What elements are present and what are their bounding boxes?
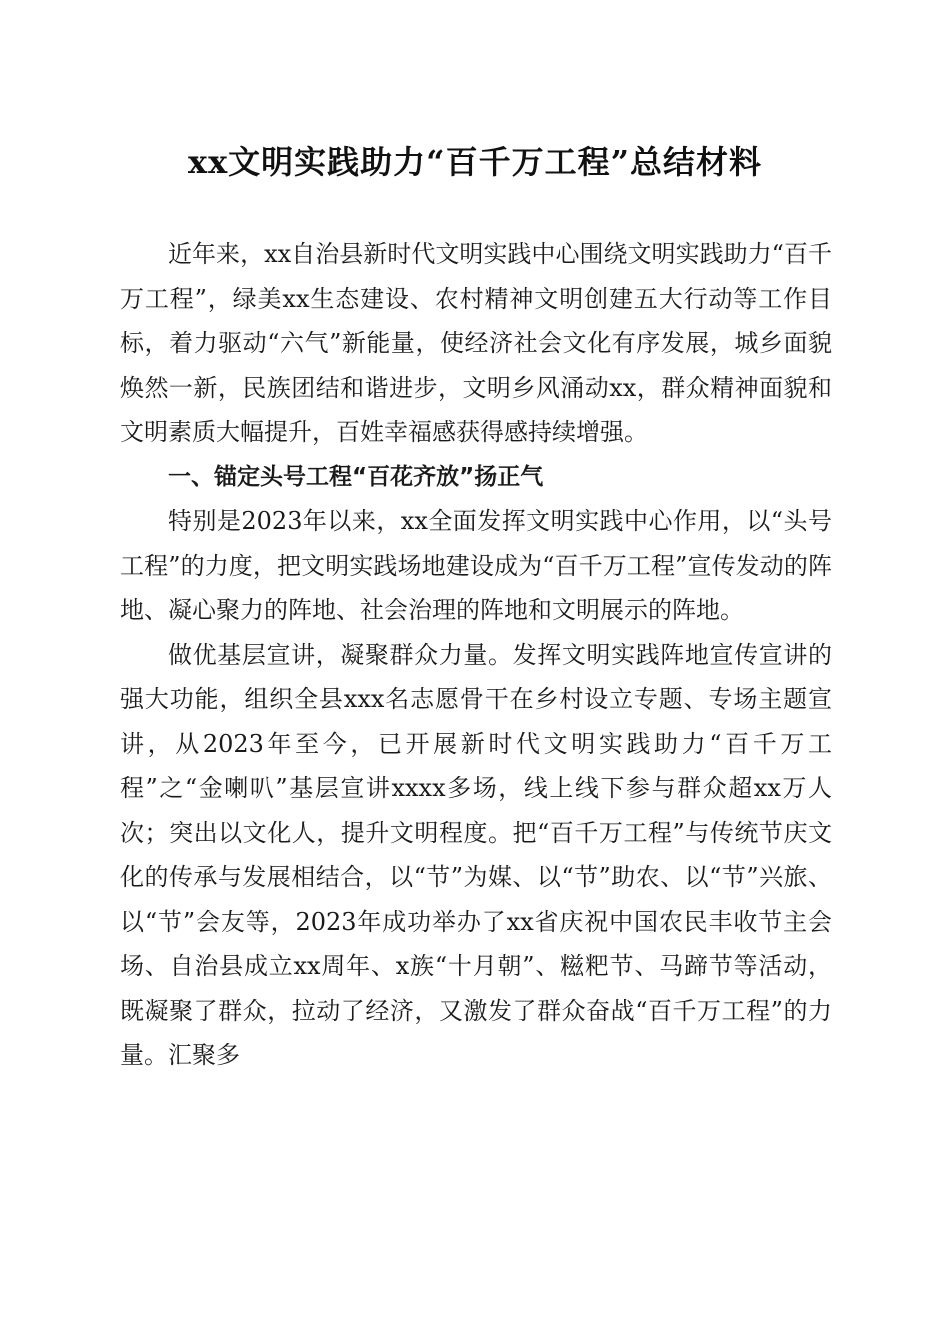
document-title: xx文明实践助力“百千万工程”总结材料 <box>188 143 762 181</box>
section-heading-1: 一、锚定头号工程“百花齐放”扬正气 <box>168 463 544 490</box>
paragraph-intro: 近年来，xx自治县新时代文明实践中心围绕文明实践助力“百千万工程”，绿美xx生态建设、农村精神文明创建五大行动等工作目标，着力驱动“六气”新能量，使经济社会文化有序发展，城乡面貌焕然一新，民族团结和谐进步，文明乡风涌动xx，群众精神面貌和文明素质大幅提升，百姓幸福感获得感持续增强。 <box>120 240 832 446</box>
paragraph-section1-detail: 做优基层宣讲，凝聚群众力量。发挥文明实践阵地宣传宣讲的强大功能，组织全县xxx名志愿骨干在乡村设立专题、专场主题宣讲，从2023年至今，已开展新时代文明实践助力“百千万工程”之“金喇叭”基层宣讲xxxx多场，线上线下参与群众超xx万人次；突出以文化人，提升文明程度。把“百千万工程”与传统节庆文化的传承与发展相结合，以“节”为媒、以“节”助农、以“节”兴旅、以“节”会友等，2023年成功举办了xx省庆祝中国农民丰收节主会场、自治县成立xx周年、x族“十月朝”、糍粑节、马蹄节等活动，既凝聚了群众，拉动了经济，又激发了群众奋战“百千万工程”的力量。汇聚多 <box>120 640 832 1069</box>
document-body <box>120 232 832 1078</box>
paragraph-section1-overview: 特别是2023年以来，xx全面发挥文明实践中心作用，以“头号工程”的力度，把文明实践场地建设成为“百千万工程”宣传发动的阵地、凝心聚力的阵地、社会治理的阵地和文明展示的阵地。 <box>120 507 832 624</box>
